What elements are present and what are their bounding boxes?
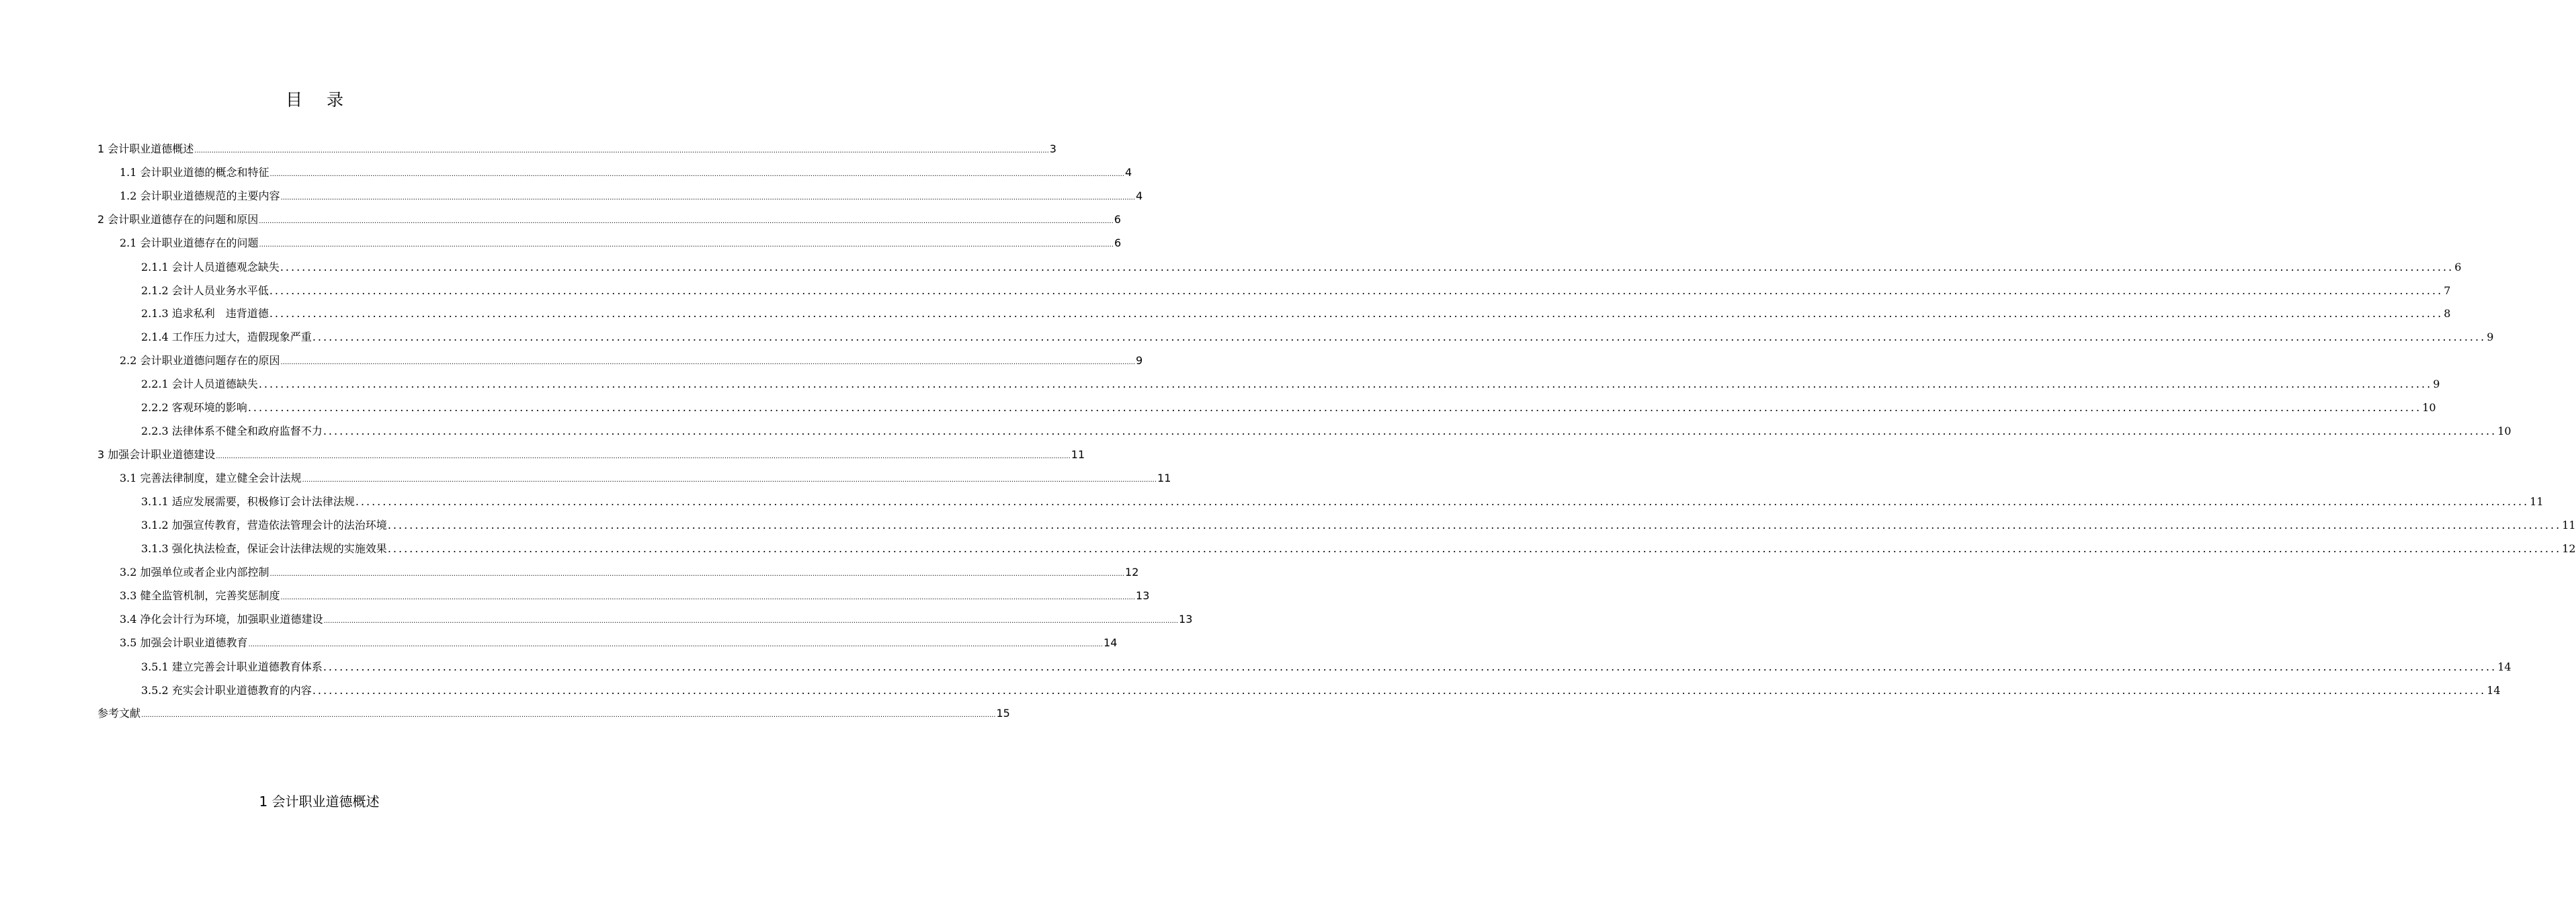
toc-entry-label: 3.5 加强会计职业道德教育 [120, 636, 248, 649]
toc-entry-label: 1.1 会计职业道德的概念和特征 [120, 166, 269, 179]
dot-leader: ................................................................................................................................................................................................................................................................................................................................................................................................................ [259, 218, 1114, 225]
toc-entry[interactable] [141, 257, 2462, 275]
dot-leader: ................................................................................................................................................................................................................................................................................................................................................................................................................ [387, 519, 2562, 531]
toc-entry-label: 3.1.3 强化执法检查，保证会计法律法规的实施效果 [141, 542, 387, 555]
toc-entry[interactable] [120, 609, 1193, 627]
dot-leader: ................................................................................................................................................................................................................................................................................................................................................................................................................ [194, 147, 1049, 155]
dot-leader: ................................................................................................................................................................................................................................................................................................................................................................................................................ [355, 495, 2530, 508]
toc-entry-label: 2.1.4 工作压力过大，造假现象严重 [141, 331, 312, 343]
toc-entry-page: 6 [1114, 213, 1121, 226]
dot-leader: ................................................................................................................................................................................................................................................................................................................................................................................................................ [269, 284, 2444, 297]
toc-entry-page: 9 [2487, 331, 2494, 343]
toc-entry-page: 11 [2530, 495, 2544, 508]
dot-leader: ................................................................................................................................................................................................................................................................................................................................................................................................................ [302, 476, 1157, 484]
toc-entry-label: 1.2 会计职业道德规范的主要内容 [120, 189, 280, 202]
toc-entry[interactable] [141, 539, 2576, 556]
toc-entry-label: 3.5.2 充实会计职业道德教育的内容 [141, 684, 312, 697]
toc-entry[interactable] [97, 445, 1085, 462]
dot-leader: ................................................................................................................................................................................................................................................................................................................................................................................................................ [312, 684, 2487, 697]
toc-entry[interactable] [141, 657, 2511, 675]
dot-leader: ................................................................................................................................................................................................................................................................................................................................................................................................................ [259, 241, 1114, 249]
toc-entry-page: 10 [2422, 401, 2436, 414]
dot-leader: ................................................................................................................................................................................................................................................................................................................................................................................................................ [258, 378, 2433, 390]
toc-entry-label: 3 加强会计职业道德建设 [97, 448, 216, 461]
toc-entry-label: 3.2 加强单位或者企业内部控制 [120, 566, 269, 578]
toc-entry-page: 7 [2444, 284, 2451, 297]
dot-leader: ................................................................................................................................................................................................................................................................................................................................................................................................................ [323, 617, 1179, 625]
toc-title: 目 录 [286, 90, 353, 110]
dot-leader: ................................................................................................................................................................................................................................................................................................................................................................................................................ [323, 425, 2497, 437]
toc-entry-label: 3.1.2 加强宣传教育，营造依法管理会计的法治环境 [141, 519, 387, 531]
dot-leader: ................................................................................................................................................................................................................................................................................................................................................................................................................ [280, 261, 2454, 273]
toc-entry-label: 2 会计职业道德存在的问题和原因 [97, 213, 259, 226]
dot-leader: ................................................................................................................................................................................................................................................................................................................................................................................................................ [323, 660, 2497, 673]
dot-leader: ................................................................................................................................................................................................................................................................................................................................................................................................................ [216, 453, 1071, 460]
dot-leader: ................................................................................................................................................................................................................................................................................................................................................................................................................ [280, 594, 1136, 601]
toc-entry-page: 15 [996, 707, 1010, 720]
toc-entry-page: 6 [2454, 261, 2462, 273]
toc-entry-label: 3.3 健全监管机制，完善奖惩制度 [120, 589, 280, 602]
toc-entry-page: 12 [2562, 542, 2576, 555]
toc-entry-page: 8 [2444, 307, 2451, 320]
toc-entry-page: 11 [1157, 472, 1171, 484]
toc-entry-label: 2.2.3 法律体系不健全和政府监督不力 [141, 425, 323, 437]
toc-entry-label: 2.2 会计职业道德问题存在的原因 [120, 354, 280, 367]
dot-leader: ................................................................................................................................................................................................................................................................................................................................................................................................................ [269, 171, 1125, 178]
toc-entry-label: 1 会计职业道德概述 [97, 142, 194, 155]
dot-leader: ................................................................................................................................................................................................................................................................................................................................................................................................................ [269, 570, 1125, 578]
dot-leader: ................................................................................................................................................................................................................................................................................................................................................................................................................ [141, 712, 996, 719]
toc-entry-page: 10 [2497, 425, 2511, 437]
toc-entry-page: 11 [1071, 448, 1085, 461]
toc-entry-label: 参考文献 [97, 707, 141, 720]
toc-entry-page: 13 [1179, 613, 1193, 626]
toc-entry[interactable] [120, 233, 1122, 251]
toc-entry-page: 4 [1136, 189, 1143, 202]
toc-entry-label: 2.2.1 会计人员道德缺失 [141, 378, 258, 390]
toc-entry-label: 2.2.2 客观环境的影响 [141, 401, 247, 414]
dot-leader: ................................................................................................................................................................................................................................................................................................................................................................................................................ [247, 401, 2422, 414]
toc-entry[interactable] [141, 374, 2440, 392]
dot-leader: ................................................................................................................................................................................................................................................................................................................................................................................................................ [248, 641, 1104, 648]
toc-entry-page: 3 [1049, 142, 1056, 155]
toc-entry-page: 4 [1125, 166, 1132, 179]
toc-entry-page: 12 [1125, 566, 1139, 578]
toc-entry-page: 13 [1136, 589, 1150, 602]
toc-entry[interactable] [120, 468, 1171, 486]
toc-entry-label: 2.1 会计职业道德存在的问题 [120, 236, 259, 249]
dot-leader: ................................................................................................................................................................................................................................................................................................................................................................................................................ [387, 542, 2562, 555]
toc-entry-label: 3.4 净化会计行为环境，加强职业道德建设 [120, 613, 323, 626]
toc-entry[interactable] [120, 351, 1143, 368]
toc-entry-page: 11 [2562, 519, 2576, 531]
toc-entry[interactable] [141, 515, 2576, 533]
toc-entry-page: 14 [2487, 684, 2501, 697]
toc-entry[interactable] [120, 562, 1139, 580]
toc-entry[interactable] [141, 281, 2451, 298]
toc-entry[interactable] [97, 210, 1121, 227]
toc-entry[interactable] [120, 586, 1150, 603]
toc-entry[interactable] [120, 186, 1143, 204]
toc-entry[interactable] [97, 139, 1056, 157]
toc-entry[interactable] [97, 703, 1010, 721]
dot-leader: ................................................................................................................................................................................................................................................................................................................................................................................................................ [280, 194, 1136, 202]
toc-entry-label: 2.1.3 追求私利 违背道德 [141, 307, 269, 320]
toc-entry[interactable] [141, 398, 2436, 415]
section-heading: 1 会计职业道德概述 [259, 793, 380, 810]
toc-entry-page: 6 [1114, 236, 1122, 249]
toc-entry[interactable] [141, 492, 2544, 509]
toc-entry-label: 3.1 完善法律制度，建立健全会计法规 [120, 472, 302, 484]
toc-entry[interactable] [141, 304, 2451, 321]
toc-entry-page: 9 [1136, 354, 1143, 367]
toc-entry[interactable] [120, 163, 1132, 180]
toc-entry[interactable] [141, 421, 2511, 439]
dot-leader: ................................................................................................................................................................................................................................................................................................................................................................................................................ [312, 331, 2487, 343]
toc-entry-label: 3.1.1 适应发展需要，积极修订会计法律法规 [141, 495, 355, 508]
toc-entry-label: 2.1.1 会计人员道德观念缺失 [141, 261, 280, 273]
toc-entry-label: 2.1.2 会计人员业务水平低 [141, 284, 269, 297]
toc-entry-page: 9 [2433, 378, 2440, 390]
toc-entry-page: 14 [1104, 636, 1118, 649]
toc-entry[interactable] [141, 327, 2494, 345]
toc-entry-page: 14 [2497, 660, 2511, 673]
dot-leader: ................................................................................................................................................................................................................................................................................................................................................................................................................ [269, 307, 2444, 320]
toc-entry-label: 3.5.1 建立完善会计职业道德教育体系 [141, 660, 323, 673]
toc-entry[interactable] [120, 633, 1118, 650]
toc-entry[interactable] [141, 681, 2501, 698]
dot-leader: ................................................................................................................................................................................................................................................................................................................................................................................................................ [280, 359, 1136, 366]
